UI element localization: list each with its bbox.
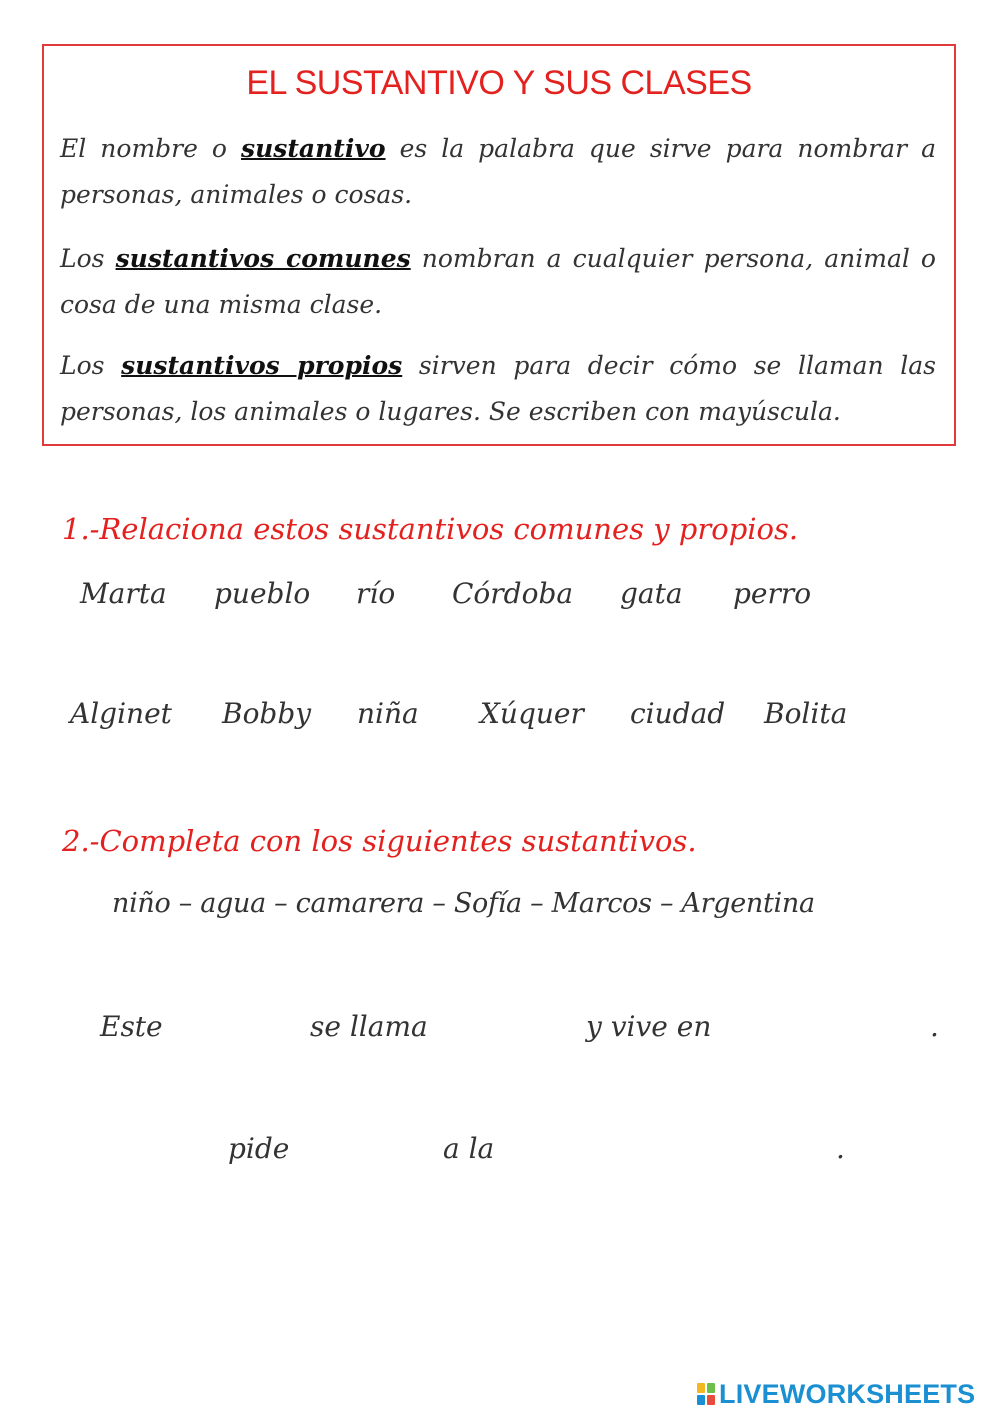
text-span: Los [60, 244, 116, 273]
logo-icon [697, 1383, 715, 1405]
sentence-2-text: a la [443, 1132, 495, 1165]
theory-box [42, 44, 956, 446]
sentence-1-period: . [930, 1010, 939, 1043]
proper-nouns-paragraph [60, 343, 936, 435]
text-span: nombran a cualquier persona, animal o cosa de una misma clase. [60, 244, 936, 319]
sentence-1-text: se llama [310, 1010, 428, 1043]
match-word[interactable]: Alginet [70, 697, 172, 730]
match-word[interactable]: Marta [80, 577, 167, 610]
exercise-1-title: 1.-Relaciona estos sustantivos comunes y propios. [62, 512, 799, 546]
keyword-proper-nouns: sustantivos propios [121, 351, 403, 380]
exercise-2-title: 2.-Completa con los siguientes sustantivos. [62, 824, 697, 858]
match-word[interactable]: gata [620, 577, 683, 610]
sentence-2-text: pide [228, 1132, 290, 1165]
match-word[interactable]: pueblo [214, 577, 311, 610]
logo-tile [707, 1383, 715, 1393]
liveworksheets-logo [697, 1378, 975, 1410]
text-span: Los [60, 351, 122, 380]
match-word[interactable]: Córdoba [452, 577, 574, 610]
word-bank: niño – agua – camarera – Sofía – Marcos – Argentina [112, 888, 815, 919]
text-span: sirven para decir cómo se llaman las personas, los animales o lugares. Se escriben con mayúscula. [60, 351, 936, 426]
common-nouns-paragraph [60, 236, 936, 328]
answer-blank[interactable] [510, 1130, 830, 1164]
answer-blank[interactable] [740, 1008, 920, 1042]
match-word[interactable]: Bolita [764, 697, 848, 730]
theory-title: EL SUSTANTIVO Y SUS CLASES [246, 64, 752, 102]
logo-tile [697, 1383, 705, 1393]
text-span: El nombre o [60, 134, 242, 163]
sentence-1-text: y vive en [586, 1010, 712, 1043]
definition-paragraph [60, 126, 936, 218]
match-word[interactable]: ciudad [630, 697, 726, 730]
answer-blank[interactable] [298, 1130, 434, 1164]
answer-blank[interactable] [80, 1130, 220, 1164]
keyword-sustantivo: sustantivo [241, 134, 386, 163]
match-word[interactable]: río [356, 577, 396, 610]
answer-blank[interactable] [445, 1008, 575, 1042]
match-word[interactable]: niña [357, 697, 419, 730]
logo-tile [707, 1395, 715, 1405]
logo-text: LIVEWORKSHEETS [719, 1378, 976, 1409]
sentence-2-period: . [836, 1132, 845, 1165]
logo-tile [697, 1395, 705, 1405]
answer-blank[interactable] [170, 1008, 300, 1042]
keyword-common-nouns: sustantivos comunes [115, 244, 411, 273]
match-word[interactable]: perro [733, 577, 812, 610]
sentence-1-text: Este [100, 1010, 163, 1043]
match-word[interactable]: Xúquer [480, 697, 584, 730]
text-span: es la palabra que sirve para nombrar a personas, animales o cosas. [60, 134, 936, 209]
match-word[interactable]: Bobby [222, 697, 312, 730]
